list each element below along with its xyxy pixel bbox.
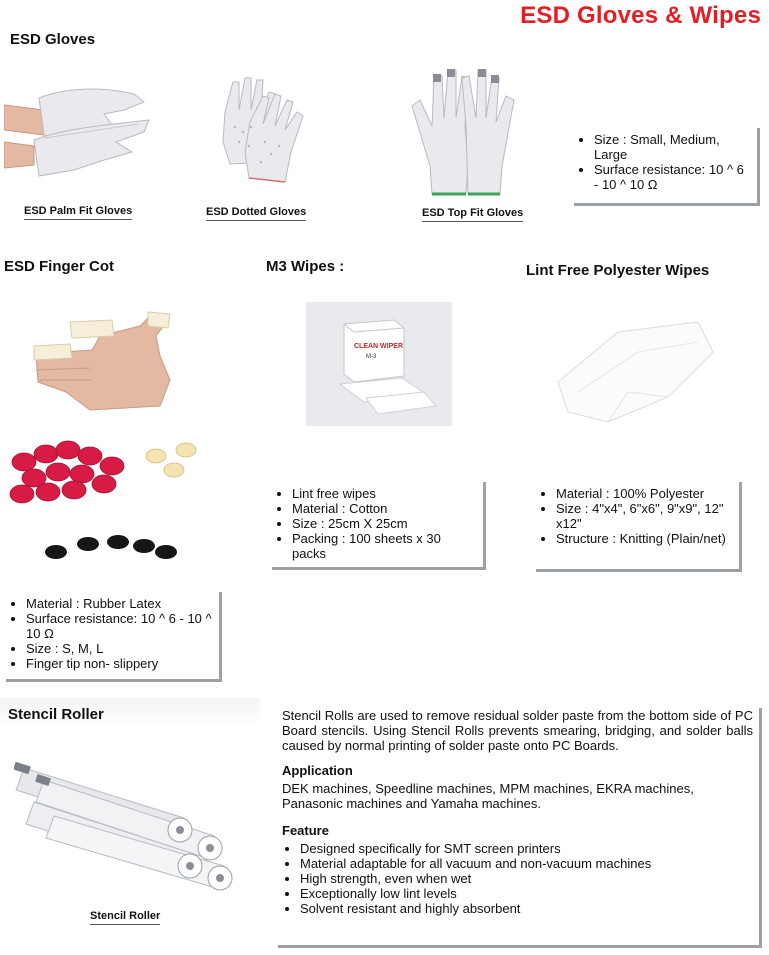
spec-item: • Size : 25cm X 25cm bbox=[292, 516, 477, 531]
spec-item: • Packing : 100 sheets x 30 packs bbox=[292, 531, 477, 561]
glove-caption-top-fit: ESD Top Fit Gloves bbox=[422, 207, 523, 222]
spec-item: • Material : Rubber Latex bbox=[26, 596, 213, 611]
m3-wipes-image bbox=[306, 302, 452, 426]
finger-cot-hand-image bbox=[30, 300, 180, 412]
stencil-heading: Stencil Roller bbox=[8, 706, 104, 723]
polyester-wipes-heading: Lint Free Polyester Wipes bbox=[526, 262, 710, 279]
application-heading: Application bbox=[282, 763, 353, 778]
feature-item: • Material adaptable for all vacuum and non-vacuum machines bbox=[300, 856, 753, 871]
m3-wipes-spec-box bbox=[272, 482, 486, 570]
spec-item: • Size : 4"x4", 6"x6", 9"x9", 12" x12" bbox=[556, 501, 733, 531]
stencil-description: Stencil Rolls are used to remove residual solder paste from the bottom side of PC Board stencils. Using Stencil Rolls prevents smearing, bridging, and solder balls caused by normal printing of solder paste onto PC Boards. bbox=[282, 708, 753, 753]
dotted-gloves-image bbox=[205, 72, 320, 192]
spec-item: • Structure : Knitting (Plain/net) bbox=[556, 531, 733, 546]
page-title: ESD Gloves & Wipes bbox=[520, 2, 761, 29]
feature-item: • Solvent resistant and highly absorbent bbox=[300, 901, 753, 916]
feature-item: • Designed specifically for SMT screen printers bbox=[300, 841, 753, 856]
stencil-info-box bbox=[278, 708, 762, 948]
spec-item: • Size : S, M, L bbox=[26, 641, 213, 656]
gloves-spec-box bbox=[574, 128, 760, 206]
finger-cot-heading: ESD Finger Cot bbox=[4, 258, 115, 275]
package-label: CLEAN WIPER bbox=[354, 343, 403, 350]
spec-item: • Lint free wipes bbox=[292, 486, 477, 501]
spec-item: • Size : Small, Medium, Large bbox=[594, 132, 751, 162]
spec-item: • Surface resistance: 10 ^ 6 - 10 ^ 10 Ω bbox=[594, 162, 751, 192]
glove-caption-palm-fit: ESD Palm Fit Gloves bbox=[24, 205, 132, 220]
package-sublabel: M-3 bbox=[366, 354, 377, 360]
glove-caption-dotted: ESD Dotted Gloves bbox=[206, 206, 306, 221]
spec-item: • Material : Cotton bbox=[292, 501, 477, 516]
feature-item: • Exceptionally low lint levels bbox=[300, 886, 753, 901]
finger-cots-pile-image bbox=[4, 432, 234, 567]
m3-wipes-heading: M3 Wipes : bbox=[266, 258, 345, 275]
finger-cot-spec-box bbox=[6, 592, 222, 682]
spec-item: • Surface resistance: 10 ^ 6 - 10 ^ 10 Ω bbox=[26, 611, 213, 641]
top-fit-gloves-image bbox=[402, 66, 532, 204]
palm-fit-gloves-image bbox=[4, 80, 154, 185]
polyester-wipes-spec-box bbox=[536, 482, 742, 572]
spec-item: • Finger tip non- slippery bbox=[26, 656, 213, 671]
gloves-heading: ESD Gloves bbox=[10, 31, 96, 48]
polyester-wipes-image bbox=[548, 312, 718, 432]
stencil-roller-image bbox=[14, 740, 244, 900]
spec-item: • Material : 100% Polyester bbox=[556, 486, 733, 501]
feature-item: • High strength, even when wet bbox=[300, 871, 753, 886]
stencil-caption: Stencil Roller bbox=[90, 910, 160, 925]
application-text: DEK machines, Speedline machines, MPM machines, EKRA machines, Panasonic machines and Yamaha machines. bbox=[282, 781, 694, 811]
feature-heading: Feature bbox=[282, 823, 329, 838]
